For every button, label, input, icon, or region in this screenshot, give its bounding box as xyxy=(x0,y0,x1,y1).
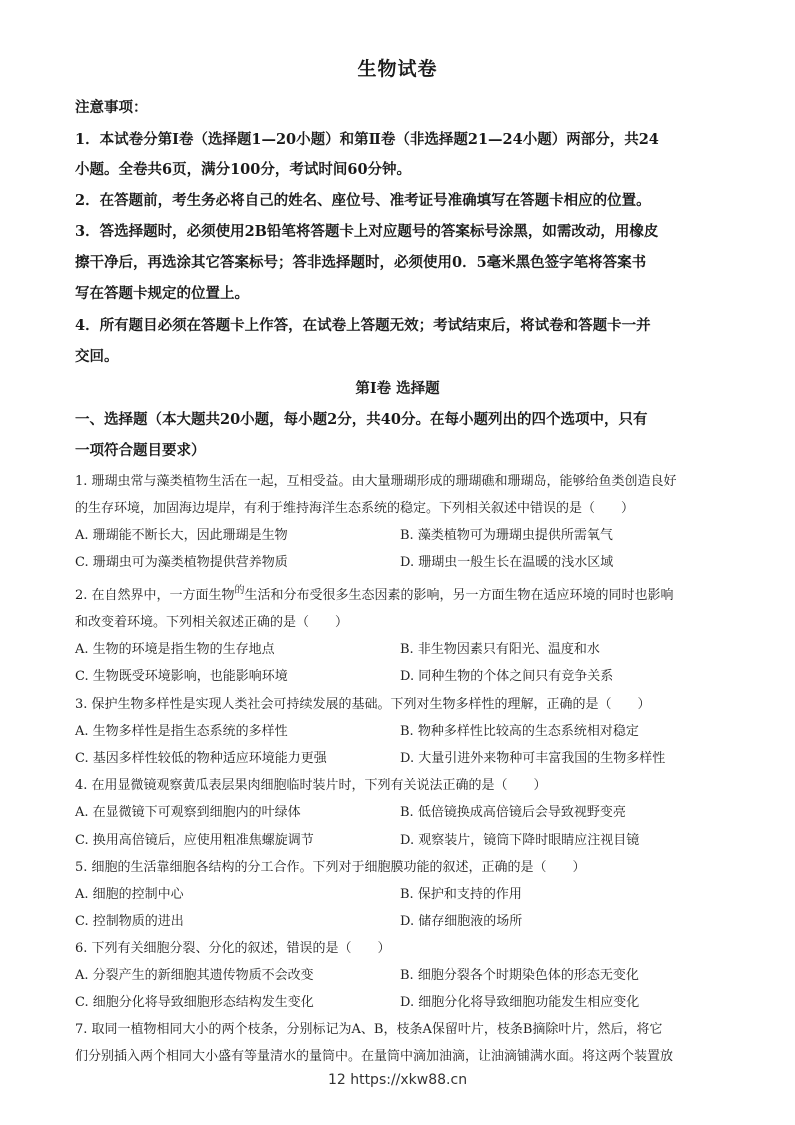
q6-stem: 6. 下列有关细胞分裂、分化的叙述，错误的是（ ） xyxy=(75,941,391,956)
q2-option-c: C. 生物既受环境影响，也能影响环境 xyxy=(75,669,288,684)
q4-stem: 4. 在用显微镜观察黄瓜表层果肉细胞临时装片时，下列有关说法正确的是（ ） xyxy=(75,778,547,793)
q3-stem: 3. 保护生物多样性是实现人类社会可持续发展的基础。下列对生物多样性的理解，正确的是（ ） xyxy=(75,697,651,712)
q2-option-b: B. 非生物因素只有阳光、温度和水 xyxy=(400,642,600,657)
q1-option-b: B. 藻类植物可为珊瑚虫提供所需氧气 xyxy=(400,528,613,543)
q6-option-a: A. 分裂产生的新细胞其遗传物质不会改变 xyxy=(75,968,314,983)
q4-option-b: B. 低倍镜换成高倍镜后会导致视野变亮 xyxy=(400,805,626,820)
q3-option-c: C. 基因多样性较低的物种适应环境能力更强 xyxy=(75,751,327,766)
q2-stem-part-2: 生活和分布受很多生态因素的影响，另一方面生物在适应环境的同时也影响 xyxy=(244,588,674,603)
q2-stem-line-2: 和改变着环境。下列相关叙述正确的是（ ） xyxy=(75,615,349,630)
notice-heading: 注意事项： xyxy=(75,99,148,116)
section-title: 第Ⅰ卷 选择题 xyxy=(355,380,440,397)
notice-line-4: 3．答选择题时，必须使用2B铅笔将答题卡上对应题号的答案标号涂黑，如需改动，用橡皮 xyxy=(75,223,659,240)
q3-option-d: D. 大量引进外来物种可丰富我国的生物多样性 xyxy=(400,751,666,766)
q4-option-a: A. 在显微镜下可观察到细胞内的叶绿体 xyxy=(75,805,301,820)
q2-option-d: D. 同种生物的个体之间只有竞争关系 xyxy=(400,669,614,684)
part-heading-line-2: 一项符合题目要求） xyxy=(75,442,206,459)
part-heading-line-1: 一、选择题（本大题共20小题，每小题2分，共40分。在每小题列出的四个选项中，只有 xyxy=(75,411,648,428)
q5-option-a: A. 细胞的控制中心 xyxy=(75,887,184,902)
q1-option-a: A. 珊瑚能不断长大，因此珊瑚是生物 xyxy=(75,528,288,543)
notice-line-1: 1．本试卷分第Ⅰ卷（选择题1—20小题）和第Ⅱ卷（非选择题21—24小题）两部分，共24 xyxy=(75,131,659,148)
notice-line-5: 擦干净后，再选涂其它答案标号；答非选择题时，必须使用0．5毫米黑色签字笔将答案书 xyxy=(75,254,647,271)
q7-stem-line-2: 们分别插入两个相同大小盛有等量清水的量筒中。在量筒中滴加油滴，让油滴铺满水面。将这两个装置放 xyxy=(75,1049,674,1064)
q5-option-c: C. 控制物质的进出 xyxy=(75,914,184,929)
q2-stem-part-1: 2. 在自然界中，一方面生物 xyxy=(75,588,235,603)
page-footer: 12 https://xkw88.cn xyxy=(327,1072,468,1088)
q6-option-c: C. 细胞分化将导致细胞形态结构发生变化 xyxy=(75,995,314,1010)
q3-option-a: A. 生物多样性是指生态系统的多样性 xyxy=(75,724,288,739)
q1-stem-line-1: 1. 珊瑚虫常与藻类植物生活在一起，互相受益。由大量珊瑚形成的珊瑚礁和珊瑚岛，能够给鱼类创造良好 xyxy=(75,474,677,489)
q5-option-b: B. 保护和支持的作用 xyxy=(400,887,522,902)
notice-line-6: 写在答题卡规定的位置上。 xyxy=(75,285,249,302)
q6-option-b: B. 细胞分裂各个时期染色体的形态无变化 xyxy=(400,968,639,983)
notice-line-3: 2．在答题前，考生务必将自己的姓名、座位号、准考证号准确填写在答题卡相应的位置。 xyxy=(75,192,651,209)
q1-option-d: D. 珊瑚虫一般生长在温暖的浅水区域 xyxy=(400,555,614,570)
q5-option-d: D. 储存细胞液的场所 xyxy=(400,914,523,929)
notice-line-7: 4．所有题目必须在答题卡上作答，在试卷上答题无效；考试结束后，将试卷和答题卡一并 xyxy=(75,317,651,334)
q2-stem-line-1 xyxy=(75,584,674,603)
q5-stem: 5. 细胞的生活靠细胞各结构的分工合作。下列对于细胞膜功能的叙述，正确的是（ ） xyxy=(75,860,586,875)
q2-stem-raised-char: 的 xyxy=(234,585,245,596)
q1-stem-line-2: 的生存环境，加固海边堤岸，有利于维持海洋生态系统的稳定。下列相关叙述中错误的是（ ） xyxy=(75,501,635,516)
notice-line-8: 交回。 xyxy=(75,348,119,365)
notice-line-2: 小题。全卷共6页，满分100分，考试时间60分钟。 xyxy=(75,161,412,178)
q6-option-d: D. 细胞分化将导致细胞功能发生相应变化 xyxy=(400,995,640,1010)
q4-option-d: D. 观察装片，镜筒下降时眼睛应注视目镜 xyxy=(400,833,640,848)
q1-option-c: C. 珊瑚虫可为藻类植物提供营养物质 xyxy=(75,555,288,570)
q2-option-a: A. 生物的环境是指生物的生存地点 xyxy=(75,642,275,657)
page-title: 生物试卷 xyxy=(357,58,438,80)
q3-option-b: B. 物种多样性比较高的生态系统相对稳定 xyxy=(400,724,639,739)
q4-option-c: C. 换用高倍镜后，应使用粗准焦螺旋调节 xyxy=(75,833,314,848)
q7-stem-line-1: 7. 取同一植物相同大小的两个枝条，分别标记为A、B，枝条A保留叶片，枝条B摘除叶片，然后，将它 xyxy=(75,1022,663,1037)
